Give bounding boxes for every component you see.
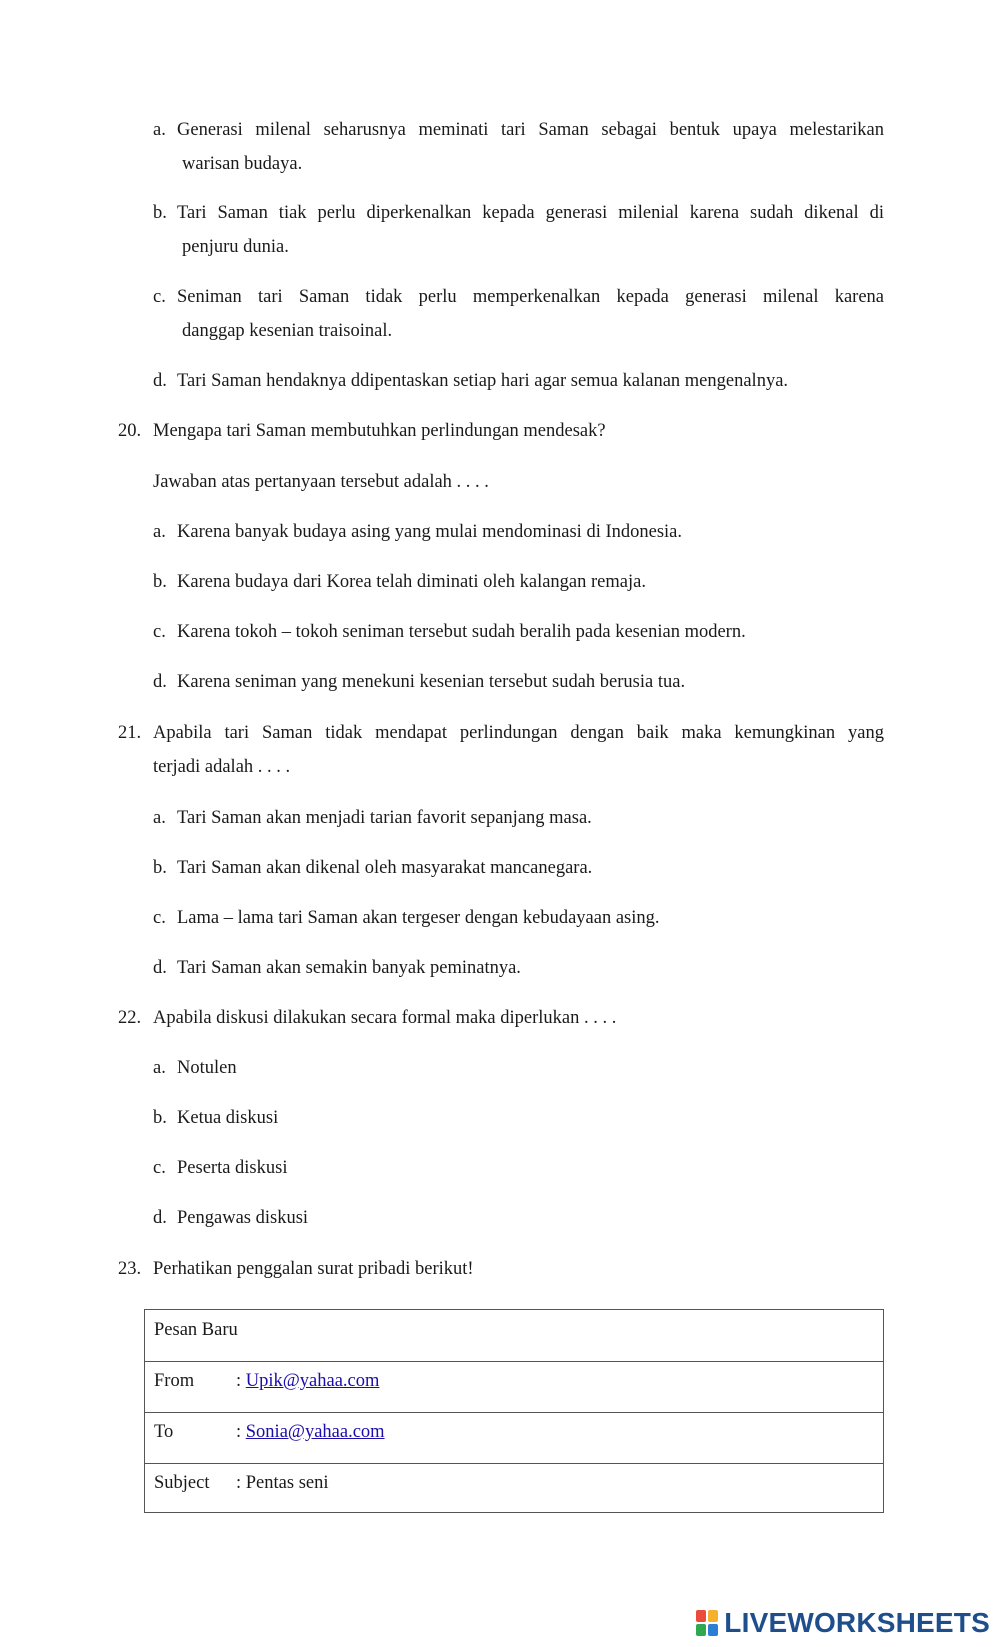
- liveworksheets-logo-icon: [696, 1610, 718, 1636]
- logo-block-green: [696, 1624, 706, 1636]
- q23-question: Perhatikan penggalan surat pribadi berikut!: [153, 1259, 474, 1279]
- q22-option-d: d. Pengawas diskusi: [153, 1208, 309, 1228]
- email-box: [144, 1309, 884, 1513]
- q20-option-a: a. Karena banyak budaya asing yang mulai mendominasi di Indonesia.: [153, 522, 683, 542]
- email-to-sep: :: [236, 1422, 246, 1442]
- q21-option-d: d. Tari Saman akan semakin banyak peminatnya.: [153, 958, 521, 978]
- email-from-link[interactable]: Upik@yahaa.com: [245, 1371, 380, 1391]
- email-to-link[interactable]: Sonia@yahaa.com: [245, 1422, 385, 1442]
- email-from-label: From: [154, 1371, 195, 1391]
- q22-number: 22.: [118, 1008, 142, 1028]
- brand-name: LIVEWORKSHEETS: [724, 1607, 990, 1638]
- q22-option-c: c. Peserta diskusi: [153, 1158, 288, 1178]
- q23-number: 23.: [118, 1259, 142, 1279]
- q22-question: Apabila diskusi dilakukan secara formal maka diperlukan . . . .: [153, 1008, 617, 1028]
- email-title-row: [145, 1310, 883, 1362]
- email-subject-row: [145, 1463, 883, 1513]
- q19-option-a: a. Generasi milenal seharusnya meminati tari Saman sebagai bentuk upaya melestarikan: [153, 120, 884, 140]
- logo-block-red: [696, 1610, 706, 1622]
- q19-option-c: c. Seniman tari Saman tidak perlu memperkenalkan kepada generasi milenal karena: [153, 287, 884, 307]
- q19-option-b: b. Tari Saman tiak perlu diperkenalkan kepada generasi milenial karena sudah dikenal di: [153, 203, 884, 223]
- liveworksheets-brand[interactable]: [696, 1608, 990, 1638]
- email-to-label: To: [154, 1422, 174, 1442]
- q20-option-b: b. Karena budaya dari Korea telah diminati oleh kalangan remaja.: [153, 572, 646, 592]
- q21-option-a: a. Tari Saman akan menjadi tarian favorit sepanjang masa.: [153, 808, 592, 828]
- q19-option-b-cont: penjuru dunia.: [182, 237, 289, 257]
- email-title: Pesan Baru: [154, 1320, 238, 1340]
- q19-option-c-cont: danggap kesenian traisoinal.: [182, 321, 393, 341]
- q21-number: 21.: [118, 723, 142, 743]
- q21-option-c: c. Lama – lama tari Saman akan tergeser dengan kebudayaan asing.: [153, 908, 660, 928]
- q22-option-a: a. Notulen: [153, 1058, 237, 1078]
- q21-question-cont: terjadi adalah . . . .: [153, 757, 291, 777]
- email-subject-value: : Pentas seni: [236, 1473, 329, 1493]
- logo-block-blue: [708, 1624, 718, 1636]
- q19-option-a-cont: warisan budaya.: [182, 154, 303, 174]
- q20-question: Mengapa tari Saman membutuhkan perlindungan mendesak?: [153, 421, 606, 441]
- q20-option-d: d. Karena seniman yang menekuni kesenian tersebut sudah berusia tua.: [153, 672, 686, 692]
- q21-question: Apabila tari Saman tidak mendapat perlindungan dengan baik maka kemungkinan yang: [153, 723, 884, 743]
- q21-option-b: b. Tari Saman akan dikenal oleh masyarakat mancanegara.: [153, 858, 593, 878]
- q20-option-c: c. Karena tokoh – tokoh seniman tersebut sudah beralih pada kesenian modern.: [153, 622, 746, 642]
- email-from-sep: :: [236, 1371, 246, 1391]
- email-subject-label: Subject: [154, 1473, 210, 1493]
- q20-prompt: Jawaban atas pertanyaan tersebut adalah . . . .: [153, 472, 489, 492]
- q19-option-d: d. Tari Saman hendaknya ddipentaskan setiap hari agar semua kalanan mengenalnya.: [153, 371, 789, 391]
- q22-option-b: b. Ketua diskusi: [153, 1108, 279, 1128]
- q20-number: 20.: [118, 421, 142, 441]
- email-to-row: [145, 1412, 883, 1464]
- logo-block-yellow: [708, 1610, 718, 1622]
- email-from-row: [145, 1361, 883, 1413]
